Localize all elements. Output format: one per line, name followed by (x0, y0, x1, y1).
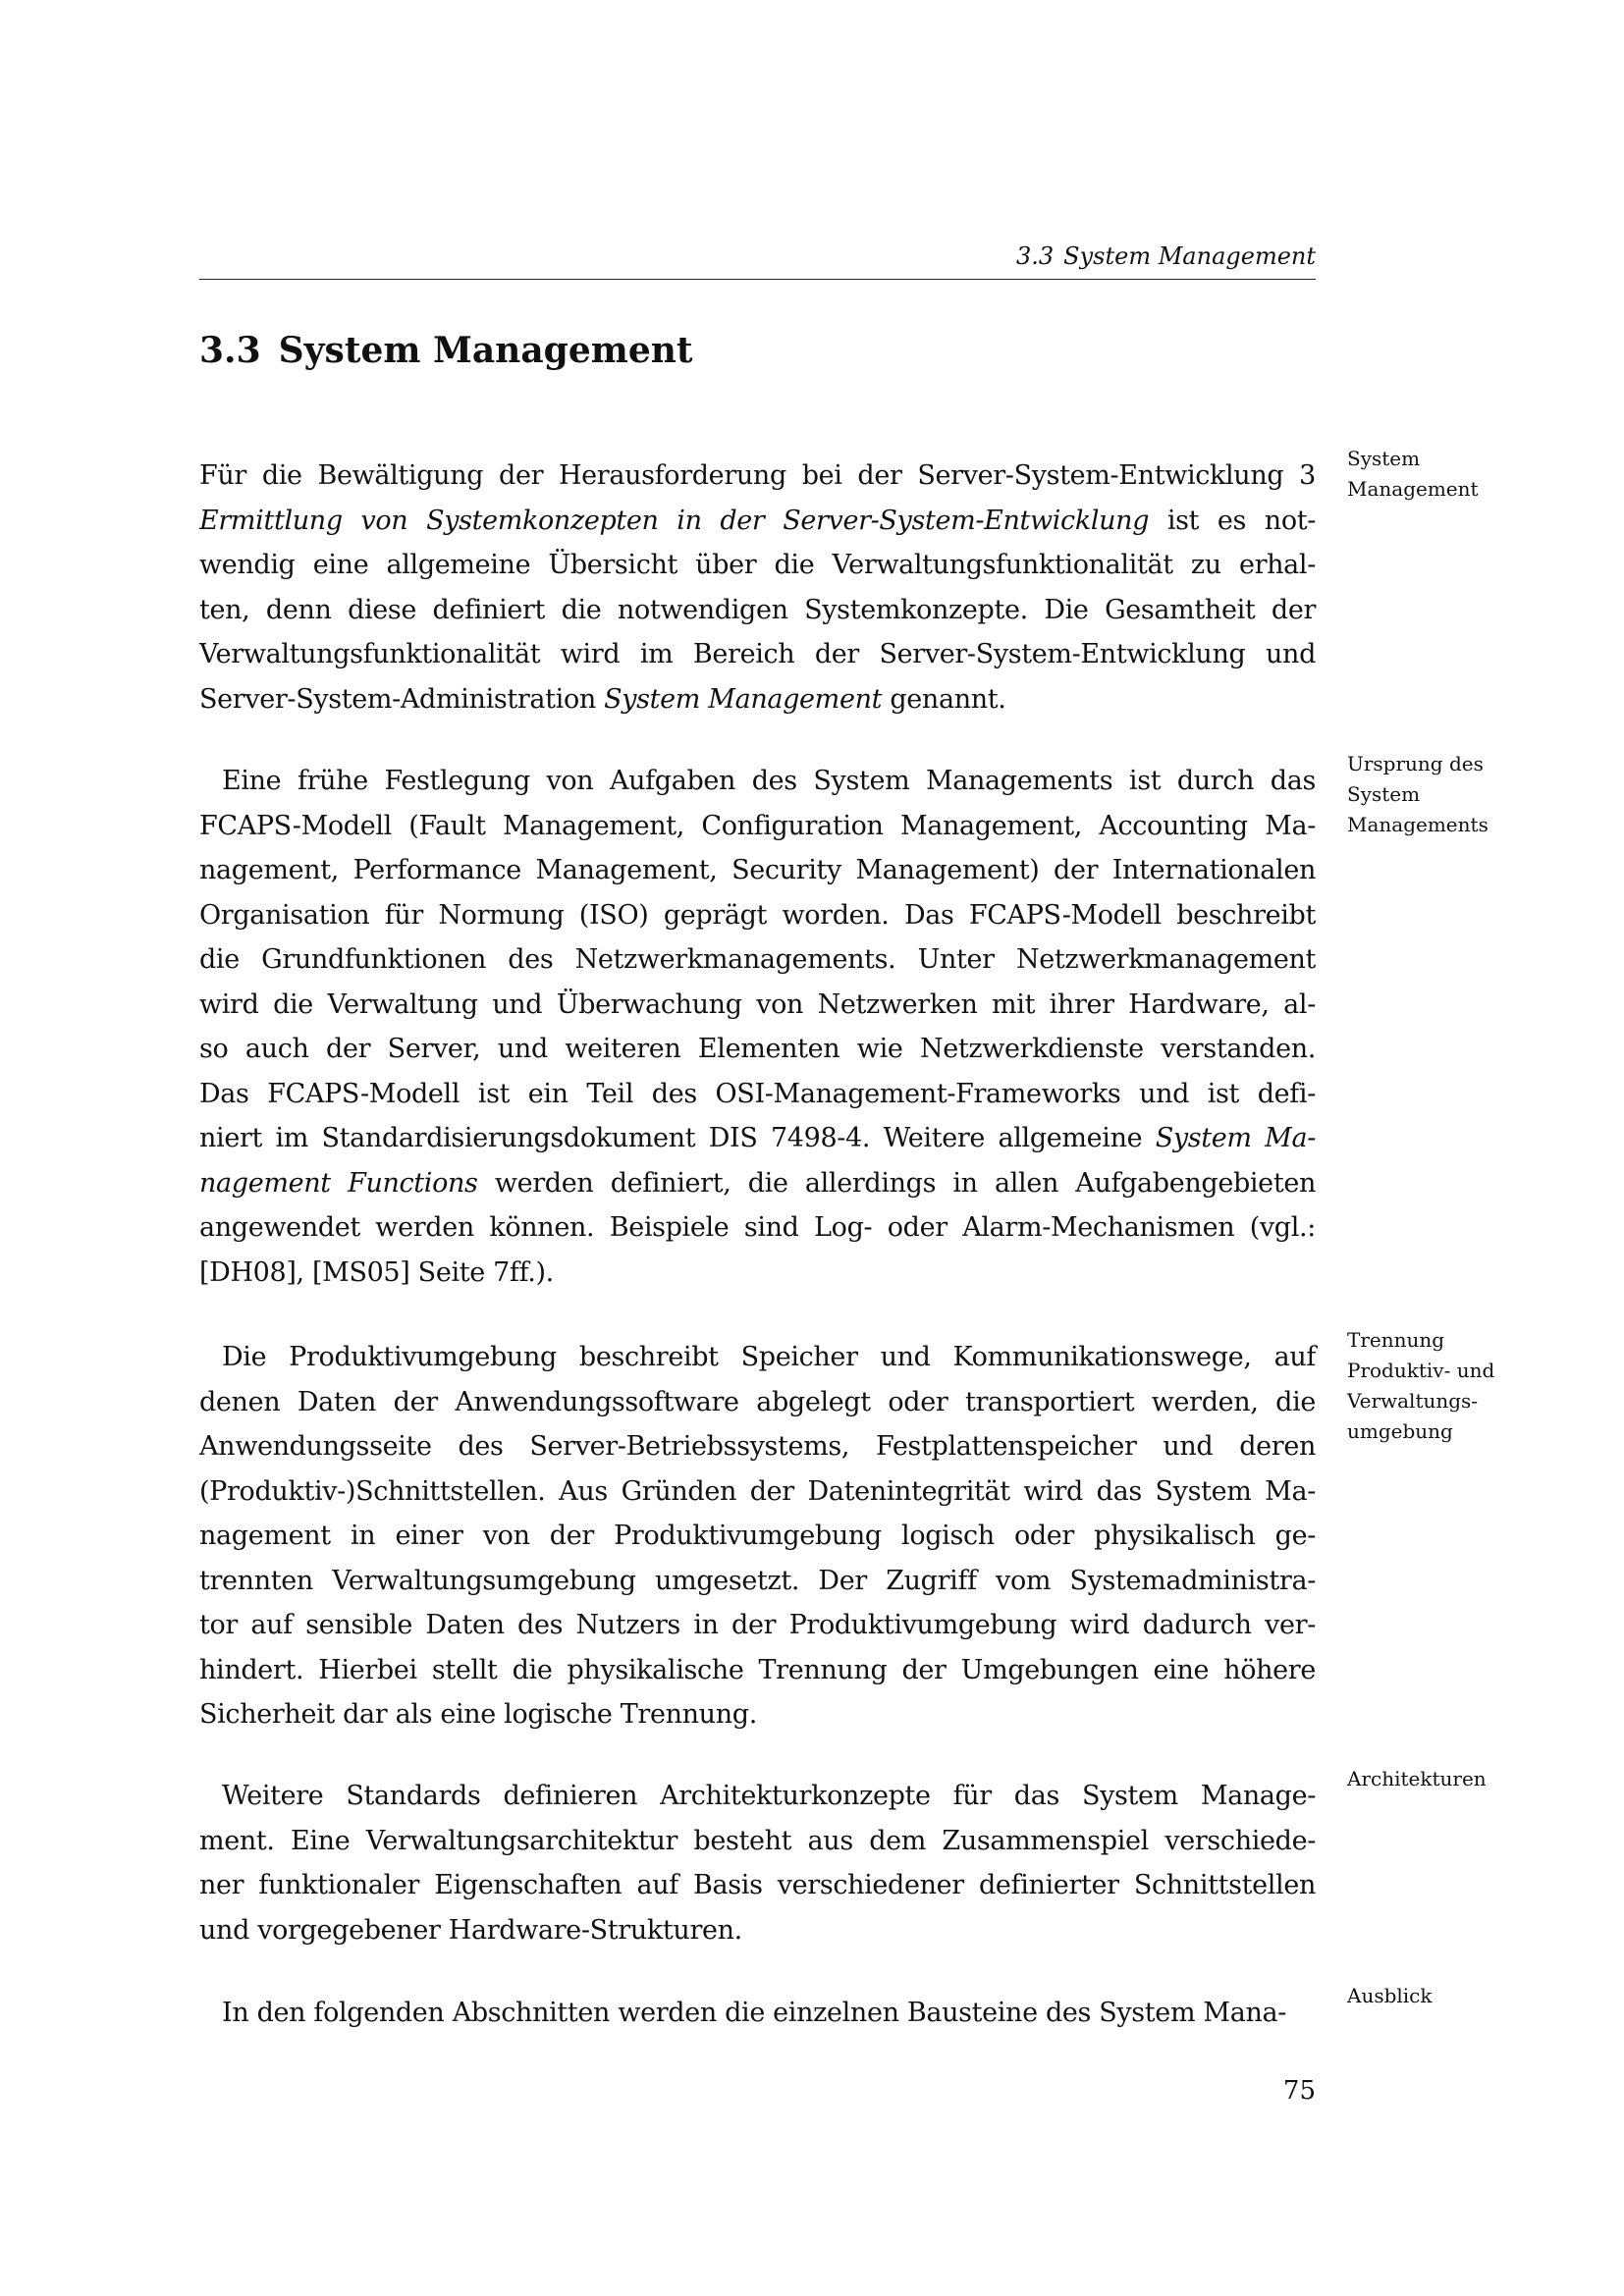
body-text: Sicherheit dar als eine logische Trennung. (199, 1699, 757, 1730)
body-text: Organisation für Normung (ISO) geprägt worden. Das FCAPS-Modell beschreibt (199, 899, 1316, 931)
body-text: (Produktiv-)Schnittstellen. Aus Gründen der Datenintegrität wird das System Ma- (199, 1475, 1316, 1507)
body-text: Anwendungsseite des Server-Betriebssystems, Festplattenspeicher und deren (199, 1431, 1316, 1462)
running-header (199, 241, 1316, 271)
paragraph-outlook (199, 1991, 1316, 2036)
body-text: so auch der Server, und weiteren Elementen wie Netzwerkdienste verstanden. (199, 1034, 1316, 1064)
body-text: FCAPS-Modell (Fault Management, Configuration Management, Accounting Ma- (199, 810, 1316, 841)
text-line (199, 1116, 1316, 1161)
text-line (199, 1559, 1316, 1604)
text-line (199, 983, 1316, 1028)
text-line (199, 588, 1316, 633)
body-text: werden definiert, die allerdings in allen Aufgabengebieten (477, 1167, 1316, 1199)
margin-note-line: System (1347, 782, 1421, 806)
emphasis-text: Ermittlung von Systemkonzepten in der Server-System-Entwicklung (199, 505, 1150, 536)
body-text: genannt. (882, 683, 1006, 715)
text-line (199, 1819, 1316, 1864)
margin-note-line: umgebung (1347, 1419, 1453, 1443)
margin-note-line: Management (1347, 477, 1479, 501)
text-line (199, 1424, 1316, 1469)
body-text: die Grundfunktionen des Netzwerkmanagements. Unter Netzwerkmanagement (199, 944, 1316, 975)
margin-note-line: Verwaltungs- (1347, 1389, 1479, 1413)
body-text: Server-System-Administration (199, 683, 605, 715)
body-text: Weitere Standards definieren Architekturkonzepte für das System Manage- (222, 1781, 1316, 1811)
body-text: Verwaltungsfunktionalität wird im Bereich der Server-System-Entwicklung und (199, 639, 1316, 669)
margin-note-line: Architekturen (1347, 1767, 1487, 1790)
body-text: trennten Verwaltungsumgebung umgesetzt. Der Zugriff vom Systemadministra- (199, 1565, 1316, 1596)
margin-note-line: Produktiv- und (1347, 1359, 1495, 1382)
text-line (199, 543, 1316, 588)
body-text: und vorgegebener Hardware-Strukturen. (199, 1914, 742, 1946)
body-text: Das FCAPS-Modell ist ein Teil des OSI-Management-Frameworks und ist defi- (199, 1078, 1316, 1109)
section-number: 3.3 (199, 330, 261, 371)
margin-note-line: Ausblick (1347, 1984, 1433, 2007)
body-text: tor auf sensible Daten des Nutzers in der Produktivumgebung wird dadurch ver- (199, 1610, 1316, 1640)
emphasis-text: System Ma- (1155, 1123, 1316, 1153)
section-title (199, 329, 693, 372)
body-text: denen Daten der Anwendungssoftware abgelegt oder transportiert werden, die (199, 1386, 1316, 1417)
body-text: ner funktionaler Eigenschaften auf Basis verschiedener definierter Schnittstellen (199, 1870, 1316, 1900)
paragraph-system-management (199, 454, 1316, 721)
margin-note-line: Managements (1347, 813, 1489, 836)
margin-note-origin (1347, 749, 1524, 840)
text-line (199, 1335, 1316, 1380)
body-text: ist es not- (1149, 505, 1317, 536)
section-heading-text: System Management (278, 330, 693, 371)
text-line (199, 632, 1316, 677)
margin-note-outlook (1347, 1981, 1524, 2011)
text-line (199, 1991, 1316, 2036)
body-text: nagement, Performance Management, Security Management) der Internationalen (199, 855, 1316, 885)
page-number: 75 (1282, 2076, 1316, 2106)
text-line (199, 1692, 1316, 1737)
text-line (199, 1072, 1316, 1117)
body-text: niert im Standardisierungsdokument DIS 7498-4. Weitere allgemeine (199, 1123, 1156, 1153)
body-text: wird die Verwaltung und Überwachung von Netzwerken mit ihrer Hardware, al- (199, 988, 1316, 1020)
text-line (199, 759, 1316, 804)
body-text: hindert. Hierbei stellt die physikalische Trennung der Umgebungen eine höhere (199, 1654, 1316, 1685)
body-text: nagement in einer von der Produktivumgebung logisch oder physikalisch ge- (199, 1521, 1316, 1551)
text-line (199, 1251, 1316, 1296)
text-line (199, 1774, 1316, 1819)
body-text: Für die Bewältigung der Herausforderung bei der Server-System-Entwicklung 3 (199, 460, 1316, 491)
margin-note-line: System (1347, 447, 1421, 470)
paragraph-separation (199, 1335, 1316, 1737)
text-line (199, 1863, 1316, 1908)
body-text: Eine frühe Festlegung von Aufgaben des System Managements ist durch das (222, 766, 1316, 796)
body-text: wendig eine allgemeine Übersicht über die Verwaltungsfunktionalität zu erhal- (199, 550, 1316, 580)
emphasis-text: System Management (604, 683, 883, 715)
text-line (199, 804, 1316, 849)
body-text: In den folgenden Abschnitten werden die einzelnen Bausteine des System Mana- (222, 1998, 1287, 2028)
paragraph-origin (199, 759, 1316, 1295)
margin-note-system-management (1347, 444, 1524, 505)
text-line (199, 1648, 1316, 1693)
body-text: ten, denn diese definiert die notwendigen Systemkonzepte. Die Gesamtheit der (199, 594, 1316, 625)
body-text: [DH08], [MS05] Seite 7ff.). (199, 1256, 554, 1288)
margin-note-separation (1347, 1325, 1524, 1447)
text-line (199, 893, 1316, 938)
text-line (199, 1161, 1316, 1206)
emphasis-text: nagement Functions (199, 1167, 478, 1199)
running-header-title: System Management (1063, 242, 1316, 270)
text-line (199, 937, 1316, 983)
text-line (199, 1603, 1316, 1648)
body-text: ment. Eine Verwaltungsarchitektur besteht aus dem Zusammenspiel verschiede- (199, 1825, 1316, 1856)
margin-note-line: Trennung (1347, 1328, 1445, 1352)
text-line (199, 848, 1316, 893)
header-rule (199, 279, 1316, 280)
margin-note-architectures (1347, 1764, 1524, 1794)
text-line (199, 499, 1316, 544)
margin-note-line: Ursprung des (1347, 752, 1484, 775)
text-line (199, 677, 1316, 722)
body-text: Die Produktivumgebung beschreibt Speicher und Kommunikationswege, auf (222, 1342, 1316, 1372)
paragraph-architectures (199, 1774, 1316, 1952)
body-text: angewendet werden können. Beispiele sind Log- oder Alarm-Mechanismen (vgl.: (199, 1212, 1316, 1243)
text-line (199, 1469, 1316, 1515)
text-line (199, 1027, 1316, 1072)
text-line (199, 454, 1316, 499)
text-line (199, 1514, 1316, 1559)
text-line (199, 1908, 1316, 1953)
text-line (199, 1205, 1316, 1251)
text-line (199, 1380, 1316, 1425)
running-header-number: 3.3 (1016, 242, 1055, 270)
